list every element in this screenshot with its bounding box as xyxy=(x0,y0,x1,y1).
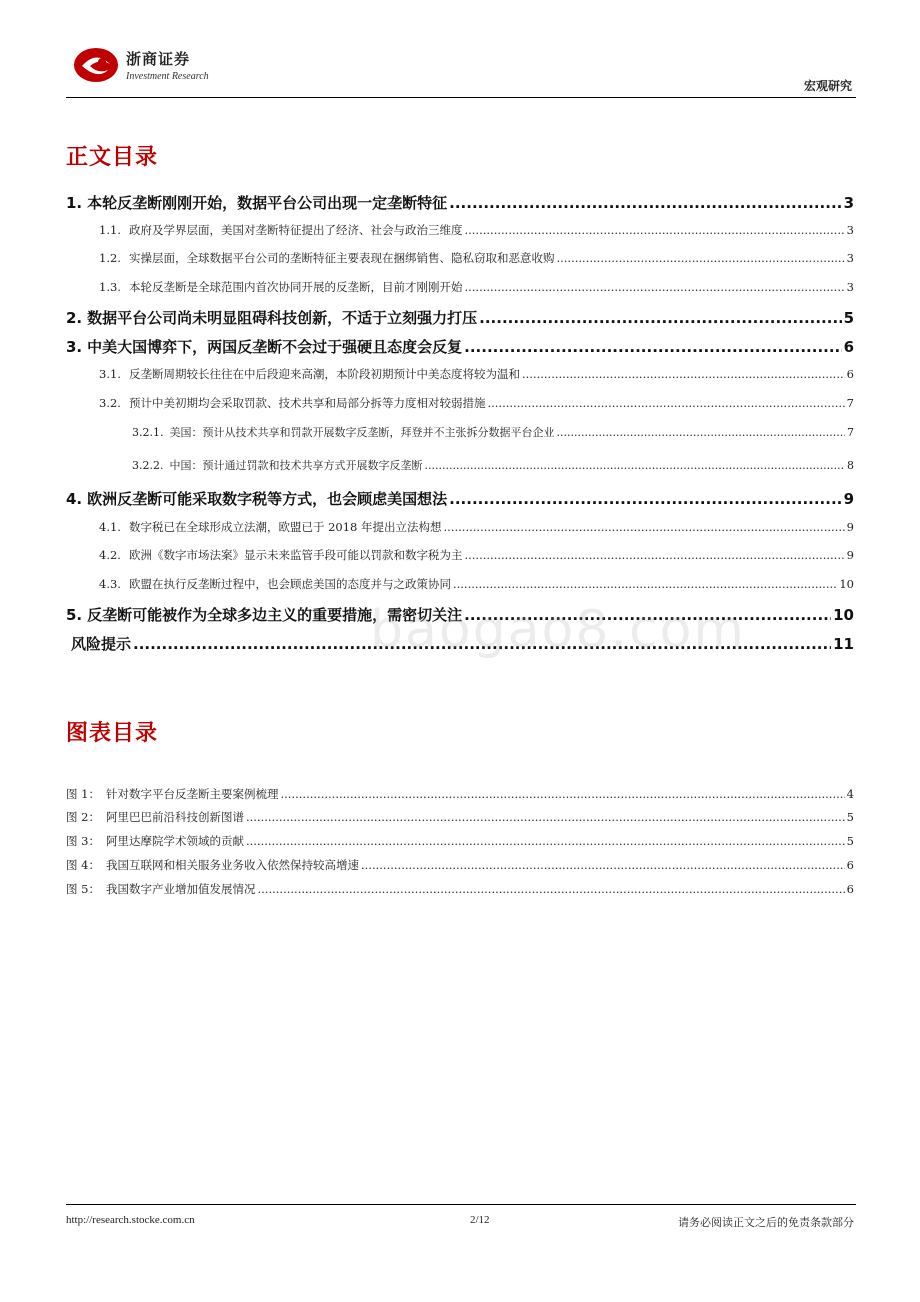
toc-entry-text: 本轮反垄断刚刚开始，数据平台公司出现一定垄断特征 xyxy=(87,194,448,212)
leader-dots xyxy=(257,882,844,896)
toc-entry-page: 7 xyxy=(846,396,854,410)
figure-entry-text: 阿里巴巴前沿科技创新图谱 xyxy=(105,810,244,824)
toc-entry-number: 3. xyxy=(66,338,83,356)
leader-dots xyxy=(449,194,841,212)
figure-entry-page: 5 xyxy=(846,834,854,848)
toc-entry-page: 9 xyxy=(846,548,854,562)
toc-entry-text: 反垄断周期较长往往在中后段迎来高潮，本阶段初期预计中美态度将较为温和 xyxy=(128,367,520,381)
toc-entry-text: 中美大国博弈下，两国反垄断不会过于强硬且态度会反复 xyxy=(87,338,463,356)
toc-entry-page: 9 xyxy=(843,490,854,508)
figure-entry[interactable] xyxy=(66,809,854,825)
toc-entry-number: 1.2. xyxy=(99,251,121,265)
toc-entry-text: 欧洲反垄断可能采取数字税等方式，也会顾虑美国想法 xyxy=(87,490,448,508)
toc-entry-number: 3.2. xyxy=(99,396,121,410)
figure-entry-number: 图 3： xyxy=(66,834,100,848)
toc-entry-page: 8 xyxy=(847,459,854,472)
toc-entry-text: 反垄断可能被作为全球多边主义的重要措施，需密切关注 xyxy=(87,606,463,624)
toc-entry-page: 11 xyxy=(833,635,854,653)
toc-entry-number: 4.1. xyxy=(99,520,121,534)
figure-entry-text: 我国互联网和相关服务业务收入依然保持较高增速 xyxy=(105,858,359,872)
toc-entry-page: 5 xyxy=(843,309,854,327)
toc-entry-text: 实操层面，全球数据平台公司的垄断特征主要表现在捆绑销售、隐私窃取和恶意收购 xyxy=(128,251,555,265)
leader-dots xyxy=(487,396,844,410)
toc-entry-number: 1. xyxy=(66,194,83,212)
toc-entry-number: 3.2.1. xyxy=(132,426,164,439)
leader-dots xyxy=(246,810,845,824)
figure-entry[interactable] xyxy=(66,881,854,897)
brand-name: 浙商证券 xyxy=(126,50,191,68)
toc-entry-text: 政府及学界层面，美国对垄断特征提出了经济、社会与政治三维度 xyxy=(128,223,463,237)
toc-entry[interactable] xyxy=(66,279,854,295)
toc-entry-text: 本轮反垄断是全球范围内首次协同开展的反垄断，目前才刚刚开始 xyxy=(128,280,463,294)
toc-entry-number: 4.2. xyxy=(99,548,121,562)
leader-dots xyxy=(280,787,844,801)
toc-entry-text: 中国：预计通过罚款和技术共享方式开展数字反垄断 xyxy=(169,459,423,472)
page-header xyxy=(66,40,854,98)
toc-entry[interactable] xyxy=(66,519,854,535)
toc-entry-page: 10 xyxy=(839,577,854,591)
toc-entry-page: 3 xyxy=(843,194,854,212)
toc-entry[interactable] xyxy=(66,576,854,592)
figure-entry-number: 图 1： xyxy=(66,787,100,801)
toc-entry[interactable] xyxy=(66,547,854,563)
toc-entry-page: 3 xyxy=(846,251,854,265)
figure-entry-page: 5 xyxy=(846,810,854,824)
leader-dots xyxy=(453,577,837,591)
toc-entry-text: 美国：预计从技术共享和罚款开展数字反垄断，拜登并不主张拆分数据平台企业 xyxy=(169,426,555,439)
leader-dots xyxy=(556,251,844,265)
report-category: 宏观研究 xyxy=(803,79,852,93)
toc-entry[interactable] xyxy=(66,307,854,328)
toc-entry-text: 欧洲《数字市场法案》显示未来监管手段可能以罚款和数字税为主 xyxy=(128,548,463,562)
toc-entry-number: 3.2.2. xyxy=(132,459,164,472)
figure-entry-text: 我国数字产业增加值发展情况 xyxy=(105,882,256,896)
toc-entry-page: 10 xyxy=(833,606,854,624)
footer-disclaimer: 请务必阅读正文之后的免责条款部分 xyxy=(678,1216,854,1229)
toc-entry-text: 欧盟在执行反垄断过程中，也会顾虑美国的态度并与之政策协同 xyxy=(128,577,451,591)
toc-entry-number: 2. xyxy=(66,309,83,327)
figure-entry-text: 针对数字平台反垄断主要案例梳理 xyxy=(105,787,279,801)
leader-dots xyxy=(464,280,844,294)
toc-entry-page: 3 xyxy=(846,280,854,294)
toc-entry[interactable] xyxy=(66,192,854,213)
footer-url-link[interactable]: http://research.stocke.com.cn xyxy=(66,1214,195,1226)
leader-dots xyxy=(425,459,846,472)
brand-logo-icon xyxy=(72,44,120,84)
toc-entry[interactable] xyxy=(66,457,854,473)
figure-entry-page: 4 xyxy=(846,787,854,801)
footer-divider xyxy=(66,1204,856,1205)
figure-entry-page: 6 xyxy=(846,882,854,896)
toc-entry-number: 1.3. xyxy=(99,280,121,294)
toc-entry-page: 3 xyxy=(846,223,854,237)
toc-entry-text: 风险提示 xyxy=(71,635,132,653)
leader-dots xyxy=(444,520,845,534)
leader-dots xyxy=(479,309,841,327)
figure-entry-text: 阿里达摩院学术领域的贡献 xyxy=(105,834,244,848)
figure-list-title: 图表目录 xyxy=(66,721,159,746)
leader-dots xyxy=(246,834,845,848)
toc-entry-page: 6 xyxy=(843,338,854,356)
figure-entry[interactable] xyxy=(66,857,854,873)
watermark: baogao8.com xyxy=(370,600,747,660)
figure-entry-number: 图 5： xyxy=(66,882,100,896)
toc-entry-number: 3.1. xyxy=(99,367,121,381)
figure-entry[interactable] xyxy=(66,786,854,802)
figure-entry-page: 6 xyxy=(846,858,854,872)
leader-dots xyxy=(449,490,841,508)
leader-dots xyxy=(464,223,844,237)
toc-entry-number: 1.1. xyxy=(99,223,121,237)
brand-tagline: Investment Research xyxy=(126,71,209,82)
toc-entry-page: 9 xyxy=(846,520,854,534)
toc-entry[interactable] xyxy=(66,395,854,411)
leader-dots xyxy=(361,858,845,872)
header-divider xyxy=(66,97,856,98)
figure-entry[interactable] xyxy=(66,833,854,849)
toc-entry[interactable] xyxy=(66,336,854,357)
toc-entry[interactable] xyxy=(66,366,854,382)
toc-entry-page: 6 xyxy=(846,367,854,381)
figure-entry-number: 图 4： xyxy=(66,858,100,872)
toc-entry[interactable] xyxy=(66,488,854,509)
toc-entry-number: 4.3. xyxy=(99,577,121,591)
toc-entry[interactable] xyxy=(66,250,854,266)
toc-entry-text: 数据平台公司尚未明显阻碍科技创新，不适于立刻强力打压 xyxy=(87,309,478,327)
toc-entry[interactable] xyxy=(66,222,854,238)
figure-entry-number: 图 2： xyxy=(66,810,100,824)
toc-entry[interactable] xyxy=(66,424,854,440)
leader-dots xyxy=(464,548,844,562)
leader-dots xyxy=(522,367,845,381)
toc-entry-text: 预计中美初期均会采取罚款、技术共享和局部分拆等力度相对较弱措施 xyxy=(128,396,486,410)
toc-title: 正文目录 xyxy=(66,145,159,170)
page-number: 2/12 xyxy=(470,1214,490,1226)
leader-dots xyxy=(557,426,846,439)
toc-entry-text: 数字税已在全球形成立法潮，欧盟已于 2018 年提出立法构想 xyxy=(128,520,442,534)
toc-entry-page: 7 xyxy=(847,426,854,439)
toc-entry-number: 5. xyxy=(66,606,83,624)
leader-dots xyxy=(464,338,841,356)
toc-entry-number: 4. xyxy=(66,490,83,508)
